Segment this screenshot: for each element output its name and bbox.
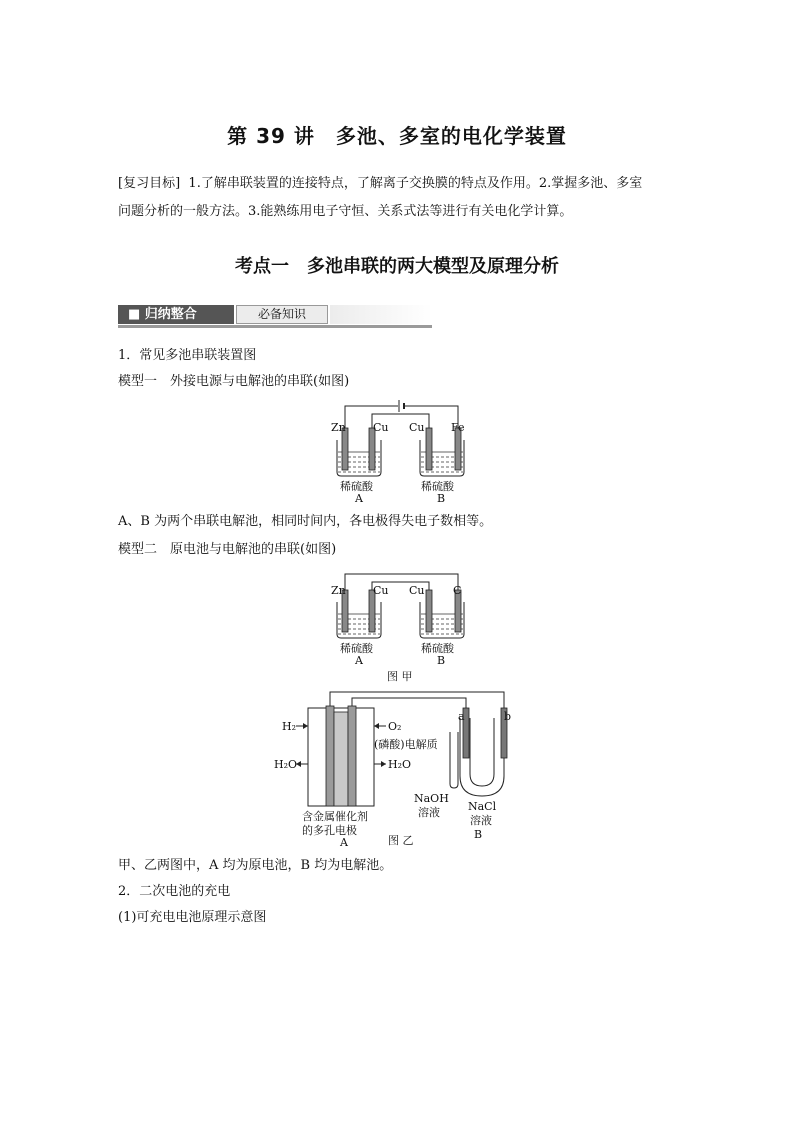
label-cell-a: A xyxy=(355,654,363,667)
label-nacl: NaCl xyxy=(468,800,497,813)
label-cell-b: B xyxy=(474,828,483,841)
point-2-title: 2．二次电池的充电 xyxy=(118,884,231,899)
electrode-zn-a xyxy=(342,428,348,470)
banner-fade xyxy=(330,305,432,324)
label-acid-b: 稀硫酸 xyxy=(421,642,454,655)
test-tube-naoh xyxy=(450,732,458,788)
banner-underline xyxy=(118,325,432,328)
label-zn: Zn xyxy=(331,584,346,597)
caption-jia: 图 甲 xyxy=(387,670,413,683)
label-cu-a: Cu xyxy=(373,421,389,434)
label-cell-b: B xyxy=(437,654,446,667)
banner-right-label: 必备知识 xyxy=(236,305,328,324)
label-cell-a: A xyxy=(355,492,363,505)
figure-1-series-electrolysis xyxy=(325,398,475,506)
label-cu-a: Cu xyxy=(373,584,389,597)
label-acid-a: 稀硫酸 xyxy=(340,642,373,655)
label-acid-b: 稀硫酸 xyxy=(421,480,454,493)
label-c: C xyxy=(453,584,462,597)
section-banner xyxy=(118,305,432,327)
label-a: a xyxy=(458,710,465,723)
model-1-note: A、B 为两个串联电解池，相同时间内，各电极得失电子数相等。 xyxy=(118,514,493,529)
porous-electrode-right xyxy=(348,706,356,806)
electrode-fe-b xyxy=(455,428,461,470)
label-fe: Fe xyxy=(451,421,465,434)
label-acid-a: 稀硫酸 xyxy=(340,480,373,493)
model-2-title: 模型二 原电池与电解池的串联(如图) xyxy=(118,542,337,557)
electrode-cu-b xyxy=(426,590,432,632)
label-o2: O₂ xyxy=(388,720,402,733)
label-cell-b: B xyxy=(437,492,446,505)
review-tag: [复习目标] xyxy=(118,176,181,191)
figure-2-galvanic-electrolysis xyxy=(325,570,475,685)
review-line-1: 1.了解串联装置的连接特点，了解离子交换膜的特点及作用。2.掌握多池、多室 xyxy=(188,176,643,191)
label-cu-b: Cu xyxy=(409,421,425,434)
figure-3-fuel-cell-u-tube xyxy=(270,688,520,846)
label-naoh-solution: 溶液 xyxy=(418,806,440,819)
page-title: 第 39 讲 多池、多室的电化学装置 xyxy=(227,124,567,148)
label-naoh: NaOH xyxy=(414,792,449,805)
label-electrode-line1: 含金属催化剂 xyxy=(302,810,368,823)
section-title: 考点一 多池串联的两大模型及原理分析 xyxy=(235,256,559,277)
phosphoric-electrolyte xyxy=(334,712,348,806)
electrode-cu-b xyxy=(426,428,432,470)
u-tube-inner xyxy=(470,718,494,786)
label-zn: Zn xyxy=(331,421,346,434)
point-2-1-title: (1)可充电电池原理示意图 xyxy=(118,910,267,925)
porous-electrode-left xyxy=(326,706,334,806)
figures-note: 甲、乙两图中，A 均为原电池，B 均为电解池。 xyxy=(118,858,393,873)
label-b: b xyxy=(504,710,512,723)
label-h2o-right: H₂O xyxy=(388,758,412,771)
wire-inner xyxy=(352,698,466,712)
model-1-title: 模型一 外接电源与电解池的串联(如图) xyxy=(118,374,350,389)
banner-left-label: ■ 归纳整合 xyxy=(118,305,234,324)
label-nacl-solution: 溶液 xyxy=(470,814,492,827)
label-cu-b: Cu xyxy=(409,584,425,597)
label-electrolyte: (磷酸)电解质 xyxy=(374,738,438,751)
review-line-2: 问题分析的一般方法。3.能熟练用电子守恒、关系式法等进行有关电化学计算。 xyxy=(118,204,573,219)
point-1-title: 1．常见多池串联装置图 xyxy=(118,348,257,363)
caption-yi: 图 乙 xyxy=(388,834,414,847)
review-goals xyxy=(118,170,678,226)
label-h2o-left: H₂O xyxy=(274,758,298,771)
label-cell-a: A xyxy=(340,836,348,846)
label-h2: H₂ xyxy=(282,720,297,733)
label-electrode-line2: 的多孔电极 xyxy=(302,824,357,837)
electrode-cu-a xyxy=(369,428,375,470)
